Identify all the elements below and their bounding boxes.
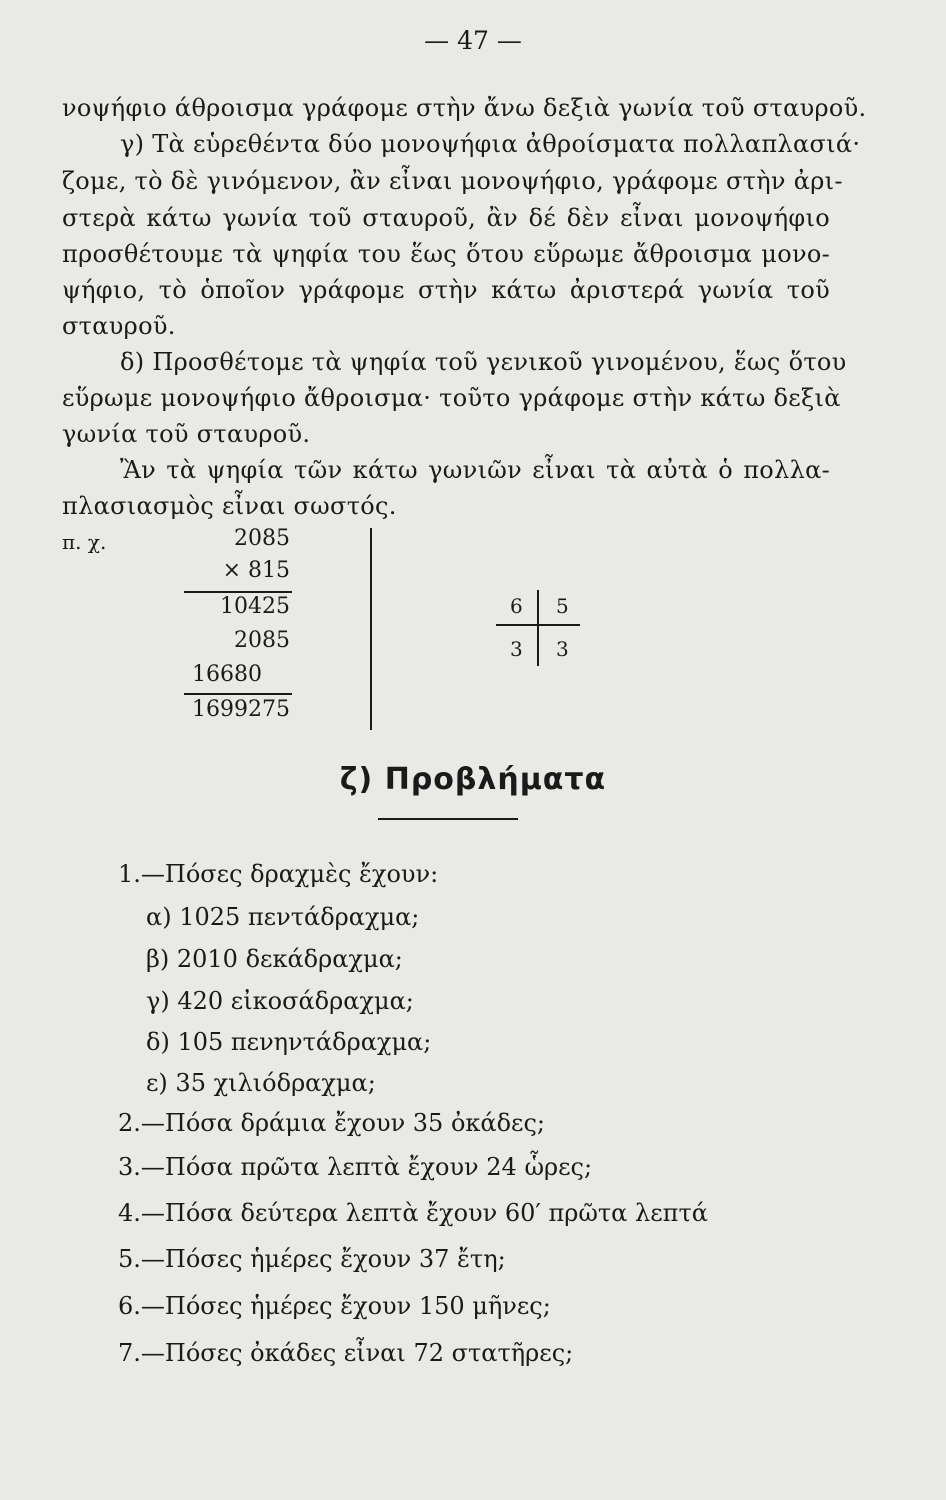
problem-7: 7.—Πόσες ὀκάδες εἶναι 72 στατῆρες; xyxy=(118,1339,574,1367)
page-number: — 47 — xyxy=(424,26,522,55)
multiplier: × 815 xyxy=(222,558,290,583)
problem-6: 6.—Πόσες ἡμέρες ἔχουν 150 μῆνες; xyxy=(118,1292,551,1320)
text-line-4: στερὰ κάτω γωνία τοῦ σταυροῦ, ἂν δέ δὲν εἶναι μονοψήφιο xyxy=(62,204,830,232)
vertical-divider xyxy=(370,528,372,730)
problem-1d: δ) 105 πενηντάδραχμα; xyxy=(146,1028,432,1056)
sum-rule xyxy=(184,693,292,695)
problem-1: 1.—Πόσες δραχμὲς ἔχουν: xyxy=(118,860,439,888)
partial-product-3: 16680 xyxy=(192,662,262,687)
text-line-3: ζομε, τὸ δὲ γινόμενον, ἂν εἶναι μονοψήφιο, γράφομε στὴν ἀρι- xyxy=(62,167,843,195)
final-product: 1699275 xyxy=(192,697,290,722)
multiplication-rule xyxy=(184,591,292,593)
cross-top-right: 5 xyxy=(556,594,569,618)
problem-4: 4.—Πόσα δεύτερα λεπτὰ ἔχουν 60′ πρῶτα λεπτά xyxy=(118,1199,708,1227)
problem-1e: ε) 35 χιλιόδραχμα; xyxy=(146,1069,376,1097)
text-line-1: νοψήφιο άθροισμα γράφομε στὴν ἄνω δεξιὰ γωνία τοῦ σταυροῦ. xyxy=(62,94,867,122)
text-line-10: γωνία τοῦ σταυροῦ. xyxy=(62,420,311,448)
text-line-2: γ) Τὰ εὑρεθέντα δύο μονοψήφια ἀθροίσματα πολλαπλασιά· xyxy=(120,130,861,158)
problem-2: 2.—Πόσα δράμια ἔχουν 35 ὀκάδες; xyxy=(118,1109,546,1137)
text-line-7: σταυροῦ. xyxy=(62,312,176,340)
text-line-6: ψήφιο, τὸ ὁποῖον γράφομε στὴν κάτω ἀριστερά γωνία τοῦ xyxy=(62,276,830,304)
text-line-11: Ἂν τὰ ψηφία τῶν κάτω γωνιῶν εἶναι τὰ αὐτὰ ὁ πολλα- xyxy=(120,456,830,484)
text-line-12: πλασιασμὸς εἶναι σωστός. xyxy=(62,492,397,520)
cross-vertical-line xyxy=(537,590,539,666)
example-label: π. χ. xyxy=(62,530,107,554)
cross-horizontal-line xyxy=(496,624,580,626)
text-line-9: εὕρωμε μονοψήφιο ἄθροισμα· τοῦτο γράφομε στὴν κάτω δεξιὰ xyxy=(62,384,841,412)
problem-1c: γ) 420 εἰκοσάδραχμα; xyxy=(146,987,414,1015)
problem-1b: β) 2010 δεκάδραχμα; xyxy=(146,945,403,973)
cross-bottom-right: 3 xyxy=(556,637,569,661)
problem-3: 3.—Πόσα πρῶτα λεπτὰ ἔχουν 24 ὧρες; xyxy=(118,1153,593,1181)
section-underline xyxy=(378,818,518,820)
cross-bottom-left: 3 xyxy=(510,637,523,661)
cross-top-left: 6 xyxy=(510,594,523,618)
partial-product-2: 2085 xyxy=(234,628,290,653)
partial-product-1: 10425 xyxy=(220,594,290,619)
text-line-5: προσθέτουμε τὰ ψηφία του ἕως ὅτου εὕρωμε ἄθροισμα μονο- xyxy=(62,240,830,268)
problem-5: 5.—Πόσες ἡμέρες ἔχουν 37 ἔτη; xyxy=(118,1245,506,1273)
text-line-8: δ) Προσθέτομε τὰ ψηφία τοῦ γενικοῦ γινομένου, ἕως ὅτου xyxy=(120,348,847,376)
multiplicand: 2085 xyxy=(234,526,290,551)
problem-1a: α) 1025 πεντάδραχμα; xyxy=(146,903,420,931)
section-title: ζ) Προβλήματα xyxy=(339,762,607,797)
